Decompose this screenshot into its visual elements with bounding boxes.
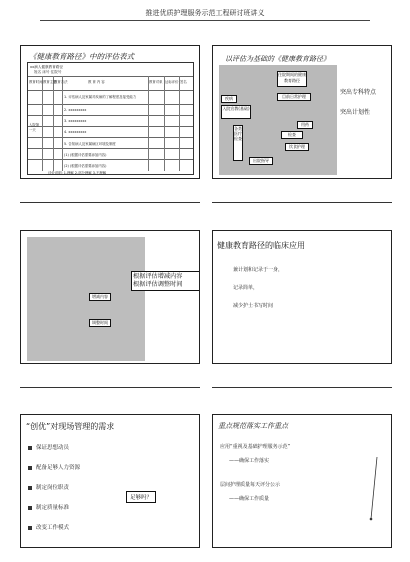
- slide4-title: 健康教育路径的临床应用: [217, 241, 305, 250]
- table-caption-fields: 姓名 床号 住院号: [34, 70, 62, 74]
- box-medication: 用药: [297, 121, 313, 129]
- table-row-7: (2) (根据评估需要添加内容): [64, 164, 107, 168]
- table-footnote: 评价说明: 1.理解 2.部分理解 3.不理解: [48, 171, 107, 175]
- list-item-4: [28, 503, 69, 511]
- callout-enough: 足够吗？: [126, 491, 156, 503]
- list-item-3: 减少护士书写时间: [233, 303, 274, 309]
- label-adjust-time: 调整时间: [89, 319, 111, 327]
- list-item-3: [28, 483, 69, 491]
- bullet-icon: [28, 526, 32, 530]
- list-item-1: 应用“重视及基础护理服务示范”: [220, 444, 291, 450]
- side-note-specialty: 突出专科特点: [337, 86, 379, 97]
- label-add-remove: 增减内容: [89, 293, 111, 301]
- list-item-2: [28, 463, 80, 471]
- slide-3-rule: [20, 387, 200, 388]
- list-item-5: [28, 523, 69, 531]
- slide-1-rule: [20, 202, 200, 203]
- list-item-4: ——确保工作质量: [229, 496, 270, 502]
- box-check: 检查: [281, 131, 303, 139]
- slide-1: [20, 45, 200, 179]
- assessment-note: [131, 271, 200, 291]
- item-text: 改变工作模式: [36, 525, 70, 531]
- box-daily: 目前日常护理: [277, 93, 311, 101]
- list-item-1: [28, 443, 69, 451]
- slide-4-rule: [212, 387, 392, 388]
- bullet-icon: [28, 466, 32, 470]
- slide-6: [212, 414, 392, 548]
- th-time: 教育时间: [29, 80, 43, 84]
- form-photo: [27, 237, 145, 361]
- bullet-icon: [28, 486, 32, 490]
- th-target: 教育对象: [149, 80, 163, 84]
- table-row-5: 5. 告知病人及家属病区环境及制度: [64, 142, 116, 146]
- table-caption: xx病人健康教育路径: [30, 65, 64, 69]
- box-discharge: 出院指导: [249, 157, 273, 165]
- pathway-photo: [219, 65, 337, 175]
- list-item-2: ——确保工作落实: [229, 458, 270, 464]
- box-diet: 饮食护理: [285, 143, 309, 151]
- header-rule: [40, 20, 370, 21]
- group-label: 入院第一天: [29, 123, 40, 132]
- slide-4: [212, 230, 392, 364]
- note-line-1: 根据评估增减内容: [133, 273, 183, 280]
- note-line-2: 根据评估调整时间: [133, 281, 183, 288]
- box-admission: 入院宣教(基础): [221, 105, 251, 119]
- table-row-4: 4. xxxxxxxxx: [64, 130, 87, 134]
- annotation-line: [363, 455, 383, 525]
- box-disease: 疾病: [221, 95, 237, 103]
- th-eval: 达标评价: [165, 80, 179, 84]
- th-sign: 签名: [180, 80, 187, 84]
- item-text: 制定质量标准: [36, 505, 70, 511]
- table-row-2: 2. xxxxxxxxx: [64, 108, 87, 112]
- item-text: 保证思想动员: [36, 445, 70, 451]
- list-item-2: 记录简单，: [233, 285, 259, 291]
- list-item-1: 兼计划和记录于一身，: [233, 267, 284, 273]
- th-topic: 教育主题: [43, 80, 57, 84]
- slide1-title: 《健康教育路径》中的评估表式: [29, 52, 134, 61]
- slide6-title: 重点规范落实工作重点: [218, 422, 288, 430]
- bullet-icon: [28, 506, 32, 510]
- th-content: 教 育 内 容: [88, 80, 105, 84]
- page-header: 推进优质护理服务示范工程研讨班讲义: [145, 9, 265, 17]
- slide-2-rule: [212, 202, 392, 203]
- item-text: 配备足够人力资源: [36, 465, 81, 471]
- table-row-6: (1) (根据评估需要添加内容): [64, 153, 107, 157]
- th-method: 教育方法: [54, 80, 68, 84]
- side-note-plan: 突出计划性: [337, 106, 373, 117]
- slide5-title: “创优”对现场管理的需求: [26, 422, 115, 431]
- item-text: 制定岗位职责: [36, 485, 70, 491]
- slide-5: [20, 414, 200, 548]
- list-item-3: 层间护理质量每天评分公示: [220, 482, 281, 488]
- table-row-3: 3. xxxxxxxxx: [64, 119, 87, 123]
- table-row-1: 1. 评估病人及家属对疾病的了解程度及接受能力: [64, 95, 137, 99]
- slide-3: [20, 230, 200, 364]
- box-pathway: 住院期间的健康教育路径: [277, 71, 307, 87]
- box-medical-checks: 各类医疗检查: [233, 125, 243, 161]
- assessment-table: [27, 62, 194, 175]
- bullet-icon: [28, 446, 32, 450]
- slide2-title: 以评估为基础的《健康教育路径》: [225, 55, 330, 63]
- slide-2: [212, 45, 392, 179]
